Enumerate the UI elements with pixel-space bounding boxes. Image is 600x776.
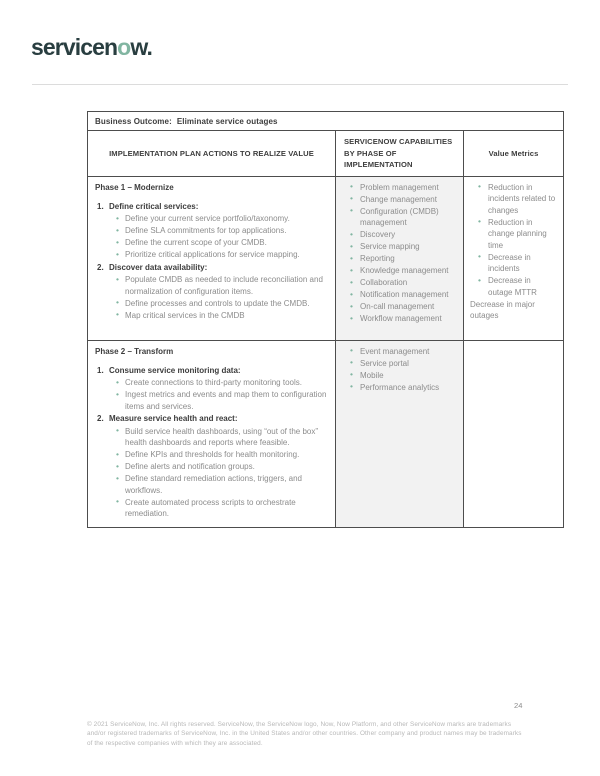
action-number: 1. bbox=[97, 365, 104, 375]
capability-item: • Collaboration bbox=[349, 277, 457, 289]
column-header-row bbox=[88, 131, 564, 177]
column-header-value-metrics: Value Metrics bbox=[464, 131, 564, 177]
business-outcome-value: Eliminate service outages bbox=[176, 117, 278, 126]
capability-item: • Service portal bbox=[349, 358, 457, 370]
action-heading-text: Discover data availability: bbox=[109, 262, 208, 272]
capabilities-list bbox=[349, 346, 457, 394]
action-items-list bbox=[115, 274, 329, 321]
servicenow-logo bbox=[31, 34, 152, 61]
capability-item: • Problem management bbox=[349, 182, 457, 194]
action-item: • Populate CMDB as needed to include reconciliation and normalization of configuration items. bbox=[115, 274, 329, 297]
capability-item: • Service mapping bbox=[349, 241, 457, 253]
phase-value-metrics-cell bbox=[464, 176, 564, 340]
action-items-list bbox=[115, 426, 329, 520]
capability-item: • Reporting bbox=[349, 253, 457, 265]
action-items-list bbox=[115, 377, 329, 412]
capability-item: • Mobile bbox=[349, 370, 457, 382]
action-heading-text: Consume service monitoring data: bbox=[109, 365, 241, 375]
phase-capabilities-cell bbox=[336, 340, 464, 527]
business-outcome-label: Business Outcome: bbox=[95, 117, 172, 126]
phase-value-metrics-cell bbox=[464, 340, 564, 527]
capability-item: • Event management bbox=[349, 346, 457, 358]
logo-text-end: w bbox=[130, 34, 147, 60]
phase-row-2 bbox=[88, 340, 564, 527]
action-item: • Define SLA commitments for top applications. bbox=[115, 225, 329, 237]
action-item: • Create connections to third-party monitoring tools. bbox=[115, 377, 329, 389]
business-outcome-table bbox=[87, 111, 564, 528]
action-items-list bbox=[115, 213, 329, 261]
logo-text-start: servicen bbox=[31, 34, 118, 60]
capability-item: • Notification management bbox=[349, 289, 457, 301]
value-metrics-list bbox=[477, 182, 557, 299]
value-metric-item: • Decrease in outage MTTR bbox=[477, 275, 557, 298]
capability-item: • Discovery bbox=[349, 229, 457, 241]
business-outcome-row bbox=[88, 112, 564, 131]
capability-item: • Knowledge management bbox=[349, 265, 457, 277]
column-header-implementation-plan: IMPLEMENTATION PLAN ACTIONS TO REALIZE VALUE bbox=[88, 131, 336, 177]
action-number: 2. bbox=[97, 262, 104, 272]
action-number: 2. bbox=[97, 414, 104, 423]
column-header-capabilities: SERVICENOW CAPABILITIES BY PHASE OF IMPLEMENTATION bbox=[336, 131, 464, 177]
action-item: • Prioritize critical applications for service mapping. bbox=[115, 249, 329, 261]
capabilities-list bbox=[349, 182, 457, 325]
capability-item: • Performance analytics bbox=[349, 382, 457, 394]
action-heading bbox=[94, 201, 329, 213]
value-metric-item: • Reduction in incidents related to changes bbox=[477, 182, 557, 217]
value-metrics-note: Decrease in major outages bbox=[470, 299, 535, 320]
action-item: • Define KPIs and thresholds for health monitoring. bbox=[115, 449, 329, 461]
action-heading bbox=[94, 413, 329, 425]
capability-item: • Workflow management bbox=[349, 313, 457, 325]
action-item: • Build service health dashboards, using “out of the box” health dashboards and reports where feasible. bbox=[115, 426, 329, 449]
phase-row-1 bbox=[88, 176, 564, 340]
value-metric-item: • Decrease in incidents bbox=[477, 252, 557, 275]
action-number: 1. bbox=[97, 201, 104, 211]
action-item: • Define the current scope of your CMDB. bbox=[115, 237, 329, 249]
action-heading-text: Define critical services: bbox=[109, 201, 199, 211]
page-number: 24 bbox=[514, 701, 523, 710]
capability-item: • Configuration (CMDB) management bbox=[349, 206, 457, 229]
phase-title: Phase 2 – Transform bbox=[95, 346, 174, 356]
header-divider bbox=[32, 84, 568, 85]
action-item: • Define your current service portfolio/taxonomy. bbox=[115, 213, 329, 225]
action-item: • Define alerts and notification groups. bbox=[115, 461, 329, 473]
logo-accent-o: o bbox=[117, 34, 131, 60]
phase-capabilities-cell bbox=[336, 176, 464, 340]
phase-title: Phase 1 – Modernize bbox=[95, 182, 174, 192]
business-outcome-cell bbox=[88, 112, 564, 131]
phase-actions-cell bbox=[88, 340, 336, 527]
capability-item: • On-call management bbox=[349, 301, 457, 313]
action-heading-text: Measure service health and react: bbox=[109, 414, 238, 423]
action-item: • Define processes and controls to update the CMDB. bbox=[115, 298, 329, 310]
action-item: • Create automated process scripts to orchestrate remediation. bbox=[115, 497, 329, 520]
action-item: • Map critical services in the CMDB bbox=[115, 310, 329, 322]
capability-item: • Change management bbox=[349, 194, 457, 206]
action-heading bbox=[94, 365, 329, 377]
action-heading bbox=[94, 262, 329, 274]
copyright-text: © 2021 ServiceNow, Inc. All rights reserved. ServiceNow, the ServiceNow logo, Now, Now Platform, and other ServiceNow marks are trademarks and/or registered trademarks of ServiceNow, Inc. in the United States and/or other countries. Other company and product names may be trademarks of the respective companies with which they are associated. bbox=[87, 721, 522, 747]
action-item: • Ingest metrics and events and map them to configuration items and services. bbox=[115, 389, 329, 412]
action-item: • Define standard remediation actions, triggers, and workflows. bbox=[115, 473, 329, 496]
phase-actions-cell bbox=[88, 176, 336, 340]
value-metric-item: • Reduction in change planning time bbox=[477, 217, 557, 252]
logo-period: . bbox=[146, 34, 152, 60]
